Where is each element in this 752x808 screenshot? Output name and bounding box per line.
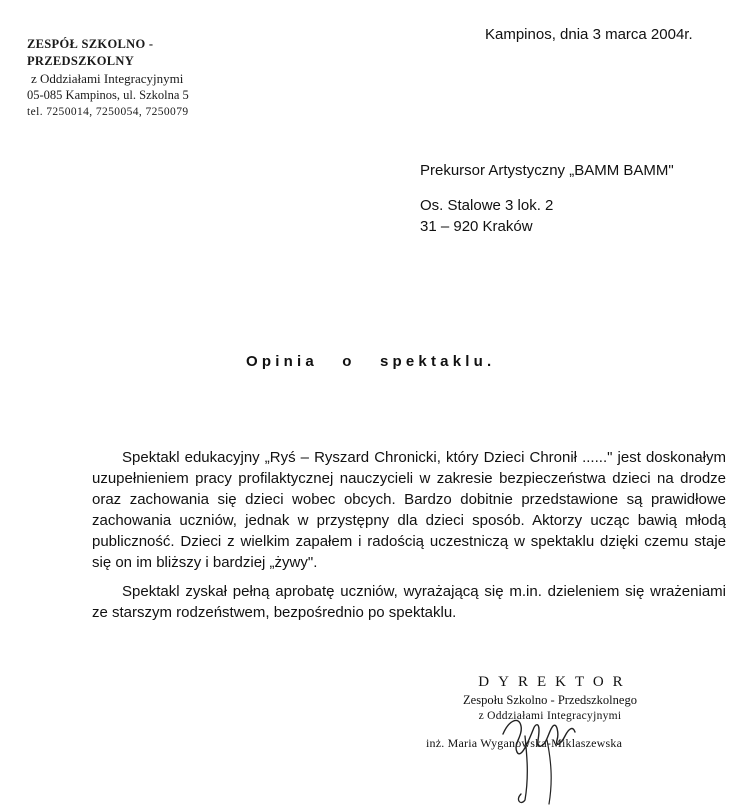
- body-paragraph-2: [92, 581, 726, 623]
- signature-subtitle: z Oddziałami Integracyjnymi: [478, 710, 622, 722]
- recipient-street: Os. Stalowe 3 lok. 2: [420, 197, 554, 214]
- letterhead-school-name: ZESPÓŁ SZKOLNO - PRZEDSZKOLNY: [27, 37, 154, 68]
- body-paragraph-1: [92, 447, 726, 573]
- signature-name: inż. Maria Wyganowska-Miklaszewska: [426, 736, 623, 750]
- signature-institution: Zespołu Szkolno - Przedszkolnego: [463, 693, 637, 707]
- recipient-city: 31 – 920 Kraków: [420, 218, 533, 235]
- signature-block: [410, 672, 690, 750]
- body-paragraph-1-text: Spektakl edukacyjny „Ryś – Ryszard Chronicki, który Dzieci Chronił ......" jest doskonałym uzupełnieniem pracy profilaktycznej nauczycieli w zakresie bezpieczeństwa dzieci na drodze oraz zachowania się dzieci wobec obcych. Bardzo dobitnie przedstawione są prawidłowe zachowania uczniów, jednak w przystępny dla dzieci sposób. Aktorzy ucząc bawią młodą publiczność. Dzieci z wielkim zapałem i radością uczestniczą w spektaklu dzięki czemu staje się on im bliższy i bardziej „żywy".: [92, 449, 726, 571]
- signature-title: DYREKTOR: [478, 674, 632, 690]
- recipient-address: [420, 160, 674, 237]
- recipient-spacer: [420, 181, 674, 195]
- letterhead-stamp: [27, 36, 252, 120]
- recipient-name: Prekursor Artystyczny „BAMM BAMM": [420, 162, 674, 179]
- letterhead-address: 05-085 Kampinos, ul. Szkolna 5: [27, 88, 189, 102]
- letter-title: Opinia o spektaklu.: [246, 353, 496, 370]
- letterhead-subtitle: z Oddziałami Integracyjnymi: [31, 71, 184, 86]
- letterhead-phone: tel. 7250014, 7250054, 7250079: [27, 106, 189, 118]
- body-paragraph-2-text: Spektakl zyskał pełną aprobatę uczniów, wyrażającą się m.in. dzieleniem się wrażeniami ze starszym rodzeństwem, bezpośrednio po spektaklu.: [92, 583, 726, 621]
- letter-date: Kampinos, dnia 3 marca 2004r.: [485, 26, 693, 43]
